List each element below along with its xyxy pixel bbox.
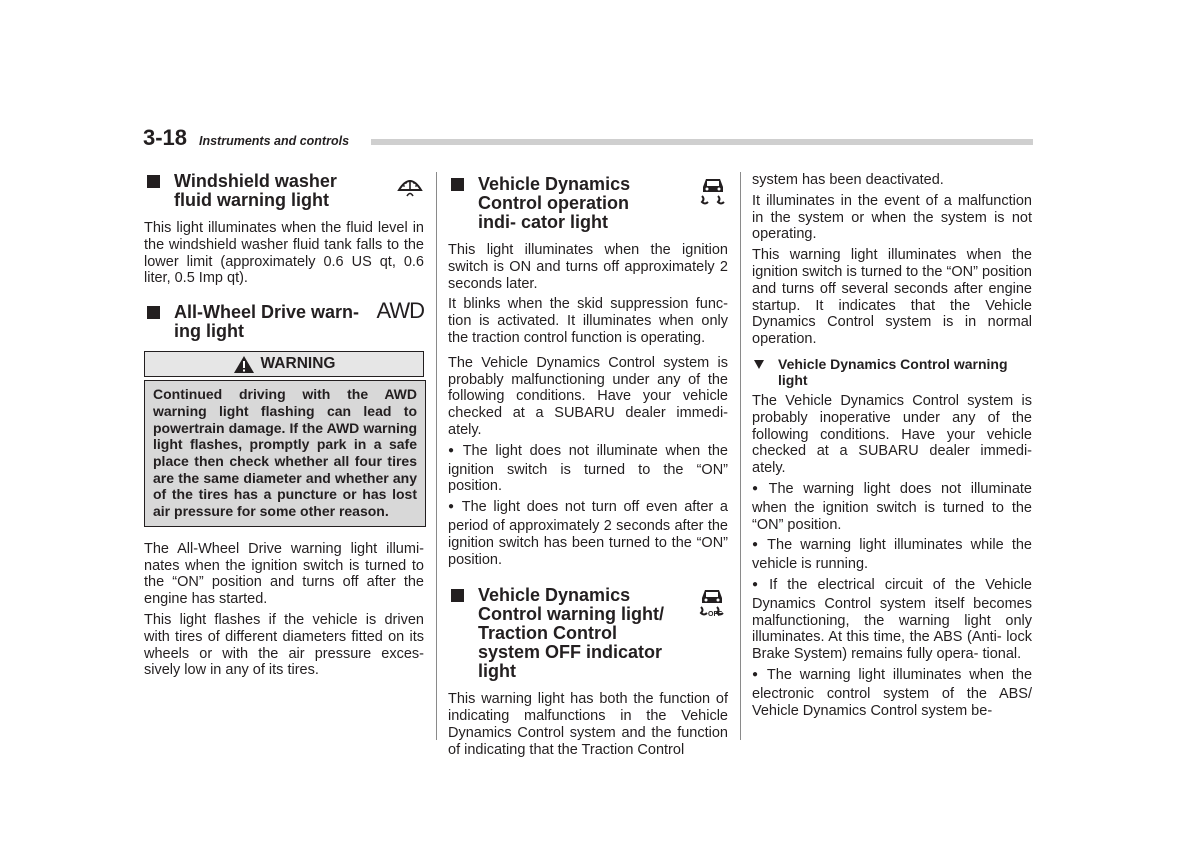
bullet-dot: ● — [752, 539, 763, 551]
awd-description-1: The All-Wheel Drive warning light illumi- nates when the ignition switch is turned to the “ON” position and turns off after the engine has started. — [144, 540, 424, 608]
bullet-text: If the electrical circuit of the Vehicle Dynamics Control system itself becomes malfunctioning, the warning light only illuminates. At this time, the ABS (Anti- lock Brake System) remains fully opera- tional. — [752, 576, 1032, 663]
warning-label: WARNING — [260, 354, 336, 372]
skid-car-off-icon — [698, 586, 726, 622]
bullet-text: The warning light illuminates while the vehicle is running. — [752, 537, 1032, 573]
page-header — [143, 126, 1033, 148]
column-divider — [740, 172, 741, 740]
awd-description-2: This light flashes if the vehicle is driven with tires of different diameters fitted on its wheels or with the air pressure exces- sively low in any of its tires. — [144, 612, 424, 679]
heading-text: Vehicle Dynamics Control operation indi- cator light — [478, 174, 631, 232]
vdc-op-bullet-2 — [448, 499, 728, 568]
washer-description: This light illuminates when the fluid level in the windshield washer fluid tank falls to the lower limit (approximately 0.6 US qt, 0.6 liter, 0.5 Imp qt). — [144, 220, 424, 287]
page-number: 3-18 — [143, 125, 188, 150]
vdc-bullet-4 — [752, 667, 1032, 719]
section-heading-washer — [144, 172, 424, 210]
bullet-dot: ● — [752, 482, 764, 494]
section-heading-awd — [144, 298, 424, 342]
warning-box-body: Continued driving with the AWD warning light flashing can lead to powertrain damage. If the AWD warning light flashes, promptly park in a safe place then check whether all four tires are the same diameter and whether any of the tires has a puncture or has lost air pressure for some other reason. — [144, 380, 426, 527]
heading-bullet-square — [147, 175, 160, 188]
column-2 — [448, 175, 728, 763]
warning-triangle-icon — [233, 355, 255, 374]
bullet-text: The warning light does not illuminate when the ignition switch is turned to the “ON” position. — [752, 480, 1032, 533]
vdc-op-description-3: The Vehicle Dynamics Control system is probably malfunctioning under any of the following conditions. Have your vehicle checked at a SUBARU dealer immedi- ately. — [448, 354, 728, 438]
windshield-washer-icon — [396, 170, 424, 204]
vdc-op-description-2: It blinks when the skid suppression func- tion is activated. It illuminates when only the traction control function is operating. — [448, 296, 728, 346]
column-divider — [436, 172, 437, 740]
column-1 — [144, 172, 424, 683]
vdc-normal-operation-text: This warning light illuminates when the ignition switch is turned to the “ON” position and turns off several seconds after engine startup. It indicates that the Vehicle Dynamics Control system is in normal operation. — [752, 247, 1032, 348]
bullet-dot: ● — [752, 668, 762, 680]
vdc-inoperative-text: The Vehicle Dynamics Control system is probably inoperative under any of the following conditions. Have your vehicle checked at a SUBARU dealer immedi- ately. — [752, 392, 1032, 477]
vdc-bullet-2 — [752, 537, 1032, 573]
column-3 — [752, 172, 1032, 723]
section-heading-vdc-warning — [448, 586, 728, 681]
vdc-bullet-1 — [752, 481, 1032, 533]
continued-text: system has been deactivated. — [752, 172, 944, 188]
vdc-malfunction-text: It illuminates in the event of a malfunction in the system or when the system is not operating. — [752, 192, 1032, 243]
warning-box-title — [144, 351, 424, 377]
svg-text:OFF: OFF — [708, 611, 722, 619]
bullet-text: The light does not turn off even after a period of approximately 2 seconds after the ignition switch has been turned to the “ON” position. — [448, 499, 729, 568]
subheading-text: Vehicle Dynamics Control warning light — [778, 355, 1008, 389]
heading-bullet-square — [147, 306, 160, 319]
heading-bullet-square — [451, 589, 464, 602]
bullet-text: The light does not illuminate when the ignition switch is turned to the “ON” position. — [448, 442, 728, 495]
awd-icon: AWD — [376, 298, 424, 324]
vdc-bullet-3 — [752, 577, 1032, 663]
skid-car-icon — [700, 175, 726, 209]
vdc-op-bullet-1 — [448, 443, 728, 495]
vdc-warning-description: This warning light has both the function of indicating malfunctions in the Vehicle Dynamics Control system and the function of indicating that the Traction Control — [448, 691, 728, 758]
heading-text: All-Wheel Drive warn- ing light — [174, 302, 360, 342]
subheading-vdc-warning-light — [752, 356, 1032, 389]
triangle-bullet-icon — [754, 360, 764, 369]
heading-text: Vehicle Dynamics Control warning light/ Traction Control system OFF indicator light — [478, 585, 664, 682]
heading-text: Windshield washer fluid warning light — [174, 171, 337, 210]
section-title: Instruments and controls — [199, 134, 350, 148]
bullet-dot: ● — [448, 444, 458, 456]
bullet-dot: ● — [448, 501, 457, 513]
section-heading-vdc-operation — [448, 175, 728, 232]
heading-bullet-square — [451, 178, 464, 191]
bullet-dot: ● — [752, 578, 765, 590]
bullet-text: The warning light illuminates when the electronic control system of the ABS/ Vehicle Dynamics Control system be- — [752, 666, 1033, 719]
vdc-op-description-1: This light illuminates when the ignition switch is ON and turns off approximately 2 seconds later. — [448, 242, 728, 292]
header-rule — [371, 139, 1033, 145]
